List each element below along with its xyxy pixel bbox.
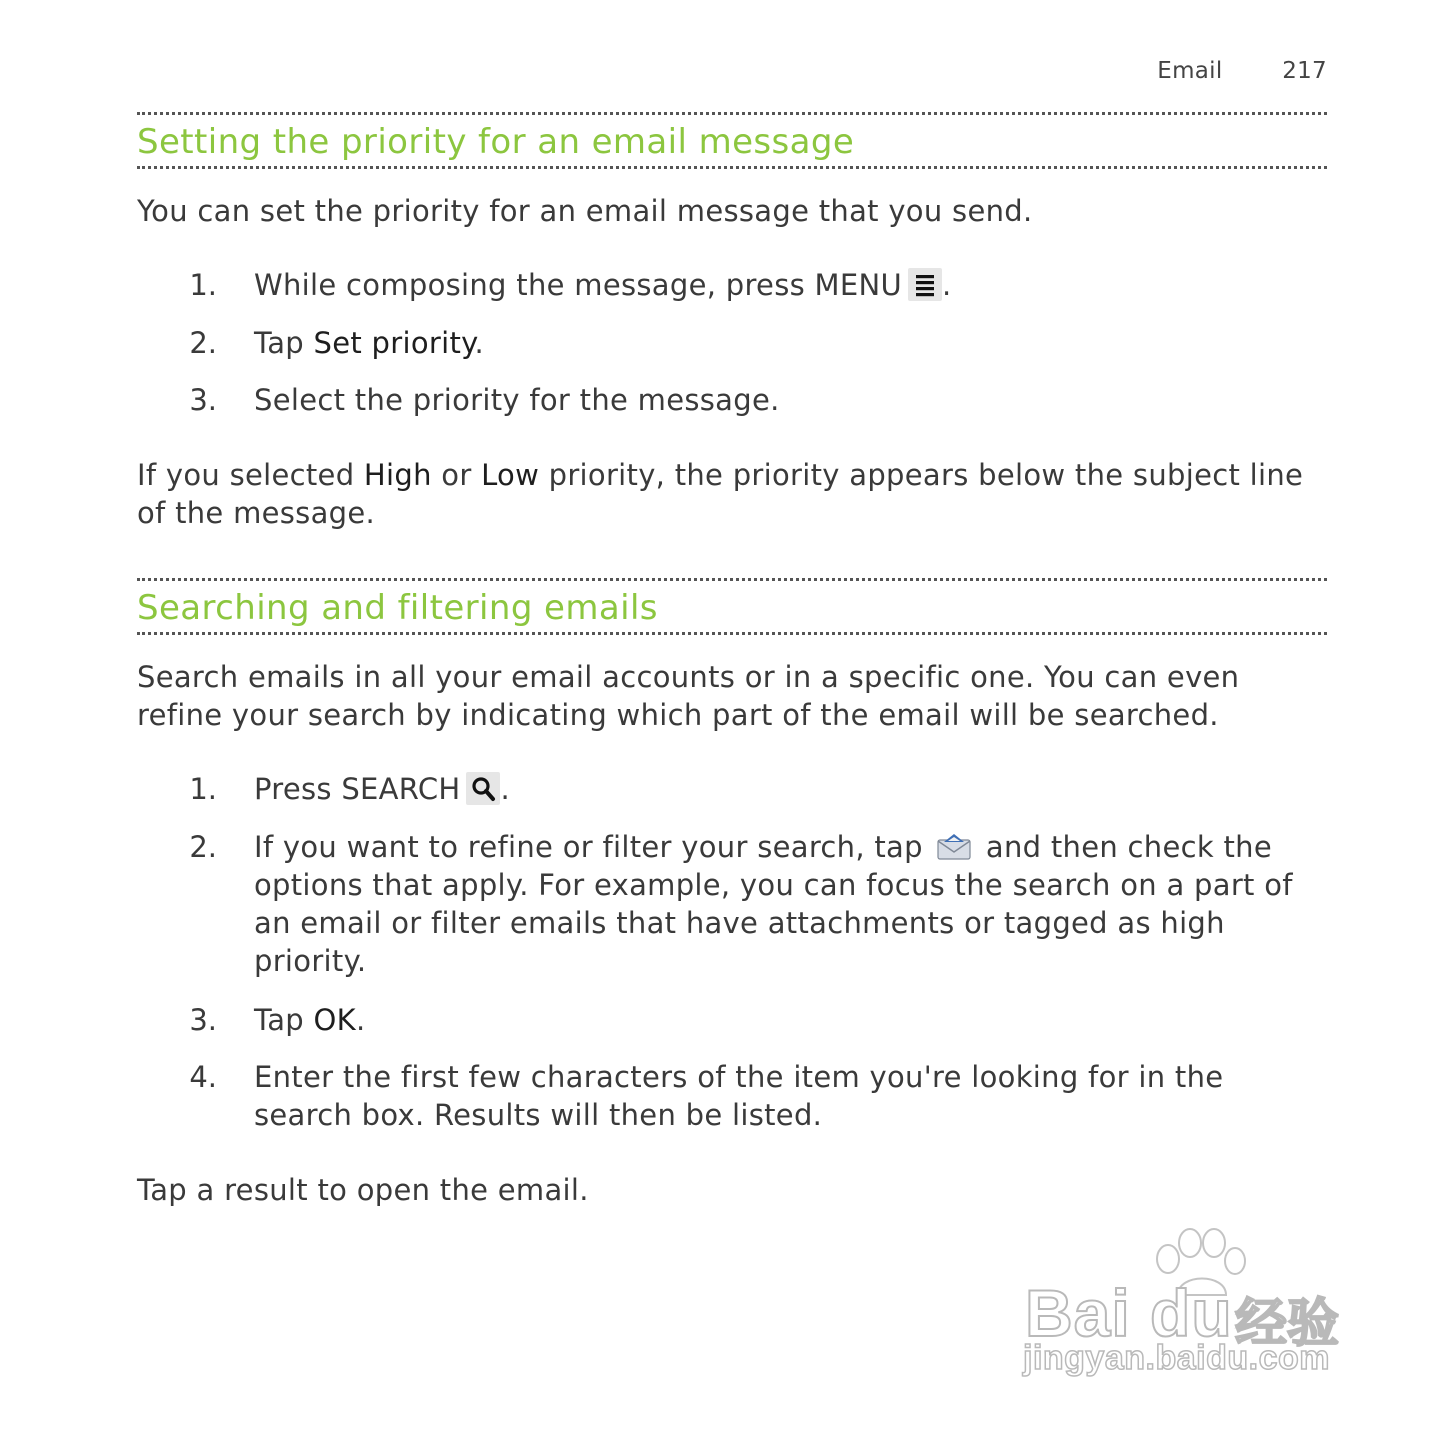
outro-paragraph: Tap a result to open the email. xyxy=(137,1173,589,1207)
step-number: 1. xyxy=(189,268,217,302)
step-text: Tap OK. xyxy=(254,1003,366,1037)
step-text: If you want to refine or filter your search, tap and then check the options that apply. For example, you can focus the search on a part of an email or filter emails that have attachments or tagged as high priority. xyxy=(254,830,1293,978)
mail-filter-icon xyxy=(936,831,972,861)
step-text: Enter the first few characters of the item you're looking for in the search box. Results will then be listed. xyxy=(254,1060,1224,1132)
intro-paragraph: Search emails in all your email accounts or in a specific one. You can even refine your search by indicating which part of the email will be searched. xyxy=(137,660,1240,732)
heading-rule-bottom xyxy=(137,632,1327,635)
watermark-cn: 经验 xyxy=(1235,1294,1340,1354)
watermark-brand: Bai du xyxy=(1025,1276,1233,1350)
search-icon xyxy=(466,772,500,805)
step-number: 1. xyxy=(189,772,217,806)
ui-label-ok: OK xyxy=(313,1003,356,1037)
step-text: Tap Set priority. xyxy=(254,326,484,360)
step-text: While composing the message, press MENU . xyxy=(254,268,952,302)
step-text: Press SEARCH . xyxy=(254,772,511,806)
priority-note-paragraph: If you selected High or Low priority, the priority appears below the subject line of the message. xyxy=(137,458,1304,530)
section-heading-priority: Setting the priority for an email message xyxy=(137,122,855,162)
page-number: 217 xyxy=(1282,58,1327,84)
step-number: 3. xyxy=(189,1003,217,1037)
ui-label-high: High xyxy=(363,458,432,492)
baidu-watermark xyxy=(1020,1225,1360,1395)
running-head xyxy=(1157,58,1327,84)
document-page xyxy=(137,0,1327,1440)
heading-rule-top xyxy=(137,578,1327,581)
step-text: Select the priority for the message. xyxy=(254,383,780,417)
heading-rule-bottom xyxy=(137,166,1327,169)
step-number: 2. xyxy=(189,326,217,360)
ui-label-low: Low xyxy=(481,458,540,492)
step-number: 4. xyxy=(189,1060,217,1094)
intro-paragraph: You can set the priority for an email message that you send. xyxy=(137,194,1033,228)
menu-icon xyxy=(908,268,942,301)
step-number: 3. xyxy=(189,383,217,417)
heading-rule-top xyxy=(137,112,1327,115)
step-number: 2. xyxy=(189,830,217,864)
running-head-section: Email xyxy=(1157,58,1223,84)
section-heading-searching: Searching and filtering emails xyxy=(137,588,658,628)
ui-label-set-priority: Set priority xyxy=(313,326,475,360)
watermark-url: jingyan.baidu.com xyxy=(1023,1339,1330,1377)
